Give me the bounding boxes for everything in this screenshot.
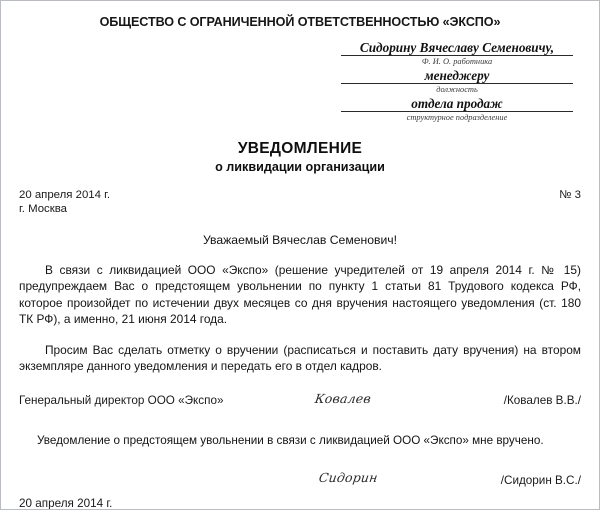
document-date: 20 апреля 2014 г. [19,189,111,201]
addressee-name: Сидорину Вячеславу Семеновичу, [341,40,573,56]
addressee-department: отдела продаж [341,96,573,112]
document-title: УВЕДОМЛЕНИЕ [237,140,363,157]
director-name: /Ковалев В.В./ [503,394,581,408]
document-subtitle: о ликвидации организации [215,160,385,174]
employee-name: /Сидорин В.С./ [500,474,581,488]
addressee-position-caption: должность [436,85,478,94]
employee-signature-row [19,471,581,491]
document-city: г. Москва [19,203,67,215]
addressee-department-caption: структурное подразделение [406,113,508,122]
document-body [1,1,599,509]
acknowledgement-text: Уведомление о предстоящем увольнении в связи с ликвидацией ООО «Экспо» мне вручено. [37,434,544,448]
document-number: № 3 [559,189,581,201]
body-paragraph-1: В связи с ликвидацией ООО «Экспо» (решение учредителей от 19 апреля 2014 г. № 15) предупреждаем Вас о предстоящем увольнении по пункту 1 статьи 81 Трудового кодекса РФ, которое произойдет по истечении двух месяцев со дня вручения настоящего уведомления (ст. 180 ТК РФ), а именно, 21 июня 2014 года. [19,263,581,327]
employee-handwritten-signature: Сидорин [317,470,379,486]
director-signature-row [19,392,581,411]
director-role: Генеральный директор ООО «Экспо» [19,394,224,408]
director-handwritten-signature: Ковалев [313,391,373,407]
document-meta-row [19,188,581,216]
addressee-block [341,40,573,124]
salutation: Уважаемый Вячеслав Семенович! [202,233,398,247]
body-paragraph-2: Просим Вас сделать отметку о вручении (расписаться и поставить дату вручения) на втором экземпляре данного уведомления и передать его в отдел кадров. [19,342,581,374]
addressee-position: менеджеру [341,68,573,84]
acknowledgement-date: 20 апреля 2014 г. [19,497,113,510]
company-header: ОБЩЕСТВО С ОГРАНИЧЕННОЙ ОТВЕТСТВЕННОСТЬЮ «ЭКСПО» [99,15,501,29]
addressee-name-caption: Ф. И. О. работника [421,57,493,66]
